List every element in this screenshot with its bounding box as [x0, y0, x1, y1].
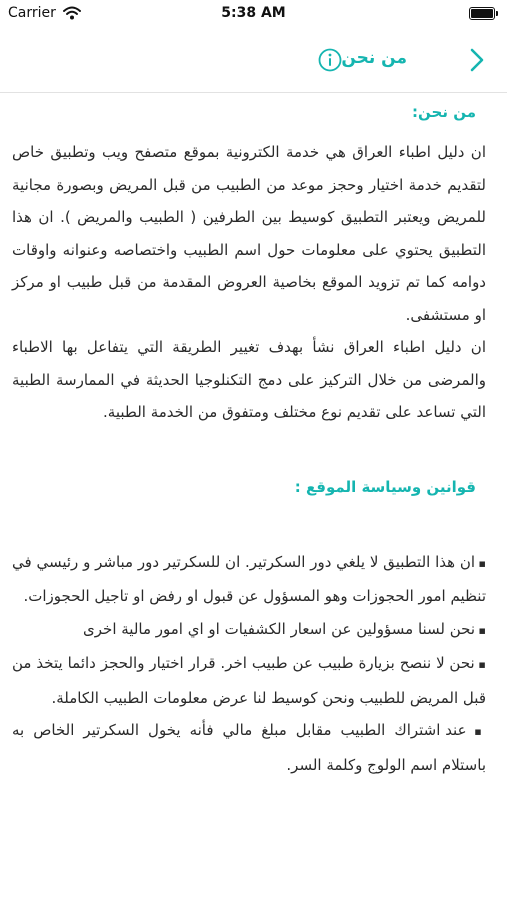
status-bar — [0, 0, 507, 28]
about-paragraph: ان دليل اطباء العراق نشأ بهدف تغيير الطريقة التي يتفاعل بها الاطباء والمرضى من خلال التركيز على دمج التكنلوجيا الحديثة في الممارسة الطبية التي تساعد على تقديم نوع مختلف ومتفوق من الخدمة الطبية. — [12, 338, 486, 421]
list-item: ▪ عند اشتراك الطبيب مقابل مبلغ مالي فأنه يخول السكرتير الخاص به باستلام اسم الولوج وكلمة السر. — [12, 714, 486, 781]
chevron-right-icon[interactable] — [465, 45, 489, 75]
about-paragraph: ان دليل اطباء العراق هي خدمة الكترونية بموقع متصفح ويب وتطبيق خاص لتقديم خدمة اختيار وحجز موعد من الطبيب من قبل المريض وبصورة مجانية للمريض ويعتبر التطبيق كوسيط بين الطرفين ( الطبيب والمريض ). ان هذا التطبيق يحتوي على معلومات حول اسم الطبيب واختصاصه وعنوانه واوقات دوامه كما تم تزويد الموقع بخاصية العروض المقدمة من قبل طبيب او مركز او مستشفى. — [12, 143, 486, 324]
battery-icon — [469, 7, 495, 20]
about-content — [12, 92, 486, 781]
navigation-bar — [0, 28, 507, 93]
page-title: من نحن — [341, 48, 407, 68]
carrier-label: Carrier — [8, 5, 56, 21]
policy-heading: قوانين وسياسة الموقع : — [294, 477, 476, 496]
list-item: ▪ نحن لا ننصح بزيارة طبيب عن طبيب اخر. قرار اختيار والحجز دائما يتخذ من قبل المريض للطبيب ونحن كوسيط لنا عرض معلومات الطبيب الكاملة. — [12, 647, 486, 714]
policy-list — [12, 546, 486, 782]
about-heading: من نحن: — [412, 103, 476, 121]
status-time: 5:38 AM — [221, 5, 286, 21]
list-item: ▪ نحن لسنا مسؤولين عن اسعار الكشفيات او اي امور مالية اخرى — [12, 613, 486, 648]
info-circle-icon[interactable] — [318, 48, 342, 72]
list-item: ▪ ان هذا التطبيق لا يلغي دور السكرتير. ان للسكرتير دور مباشر و رئيسي في تنظيم امور الحجوزات وهو المسؤول عن قبول او رفض او تاجيل الحجوزات. — [12, 546, 486, 613]
